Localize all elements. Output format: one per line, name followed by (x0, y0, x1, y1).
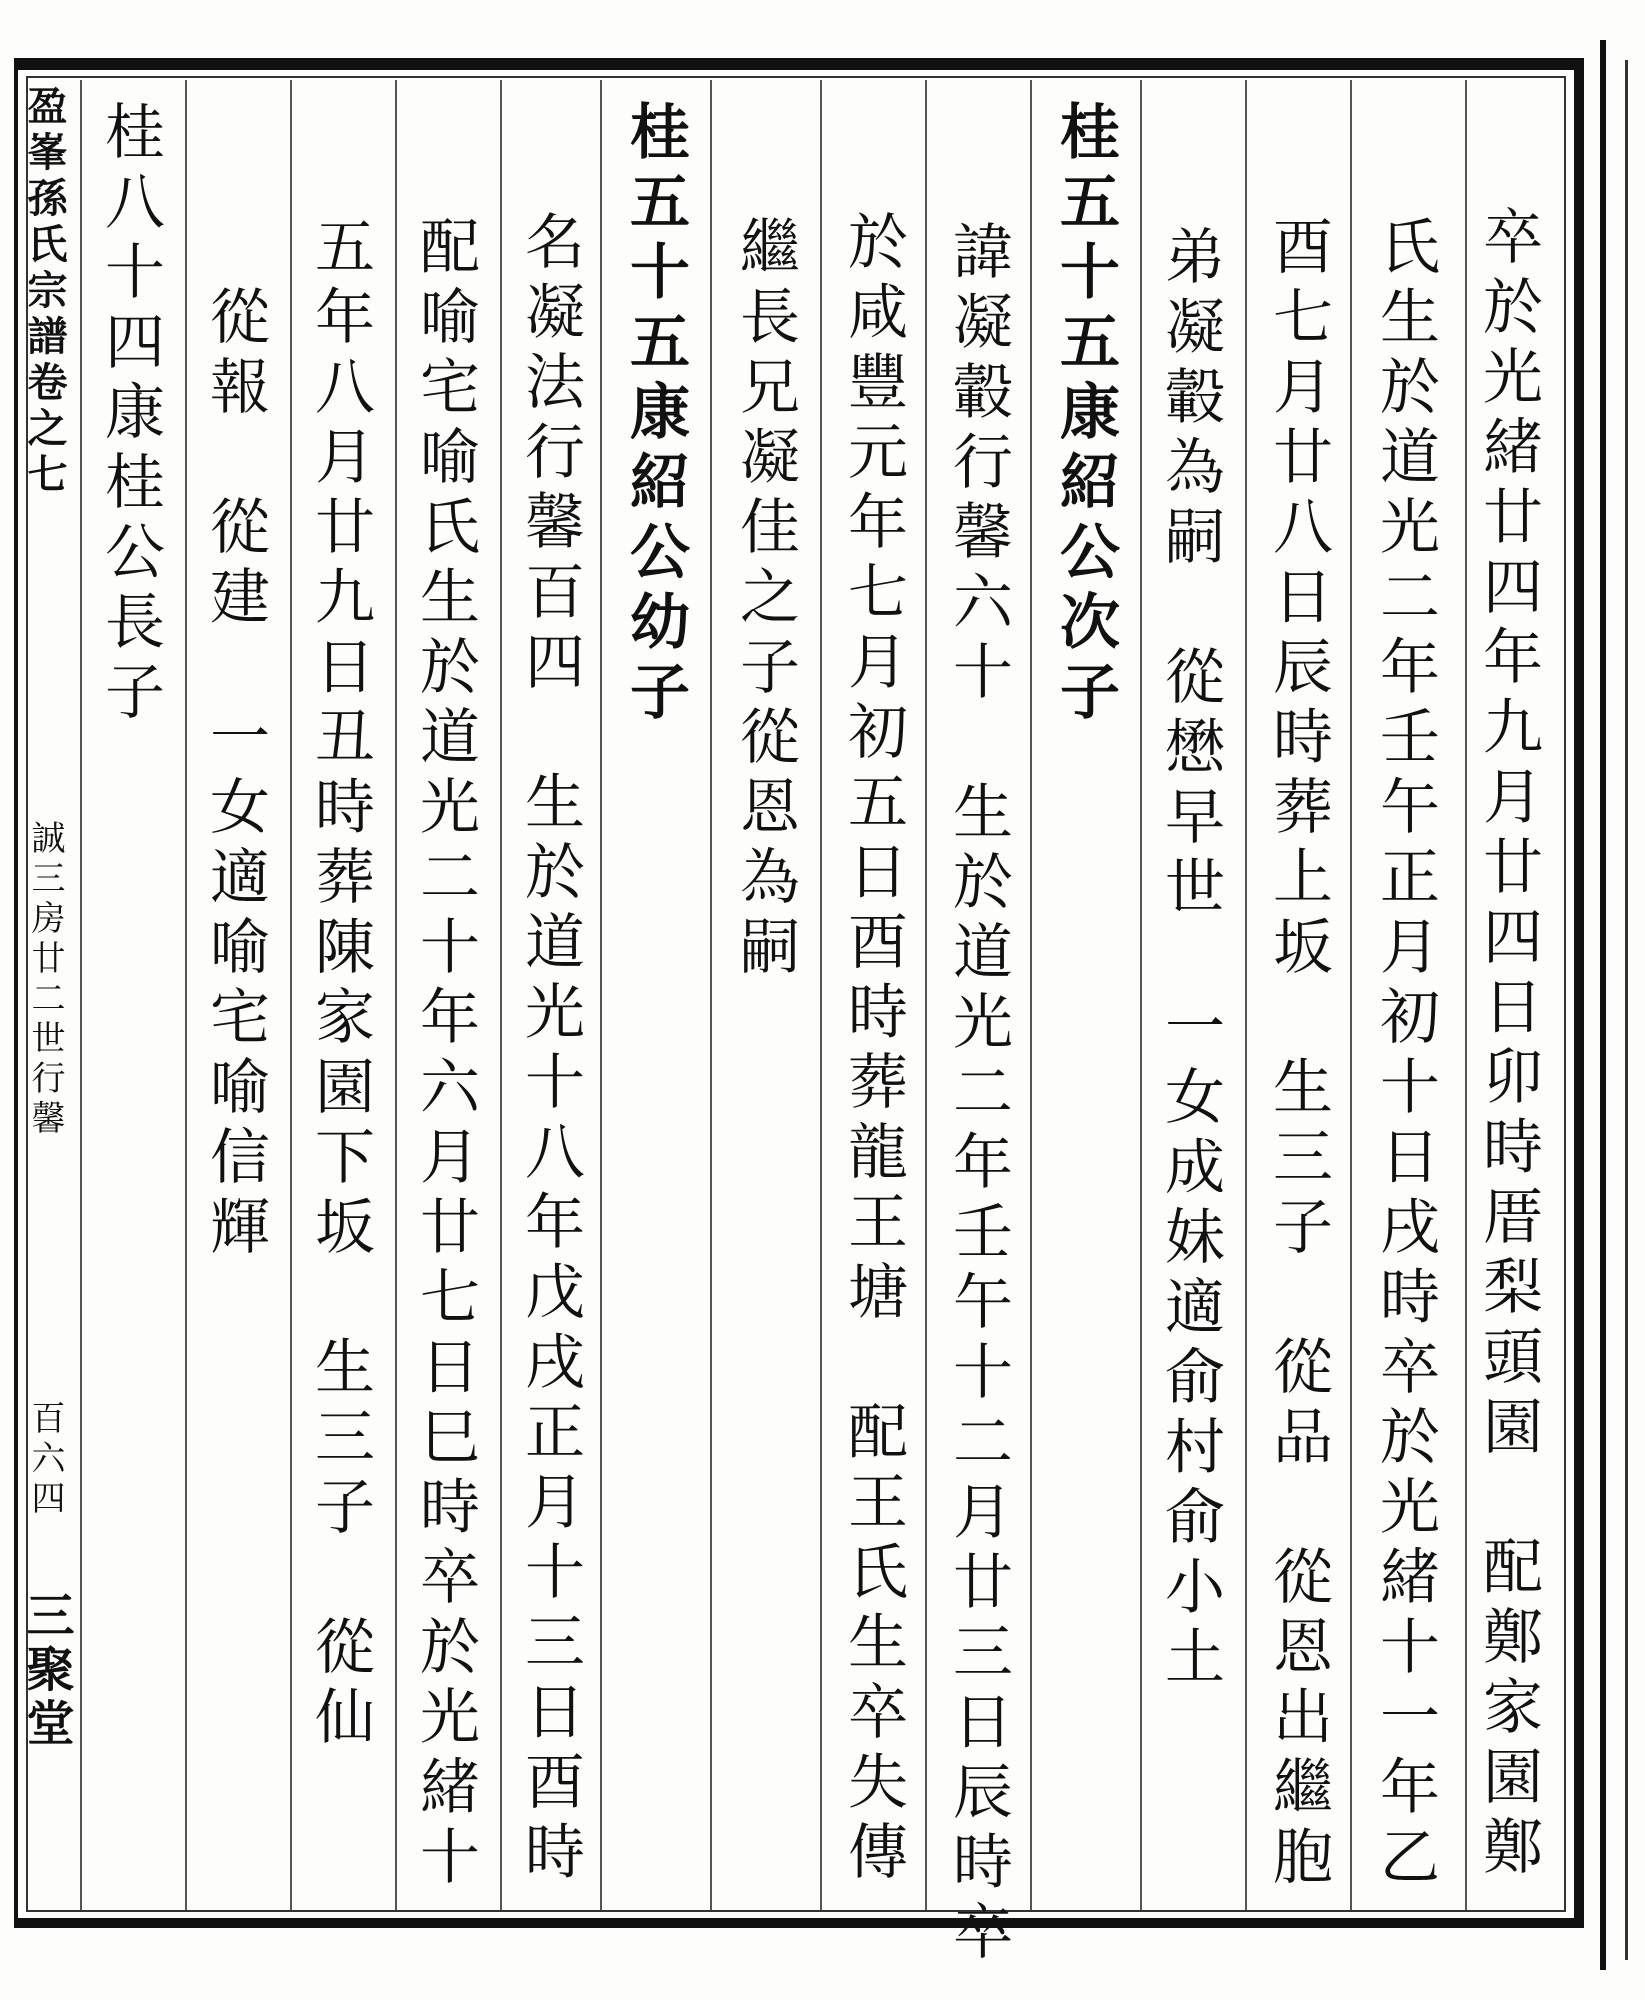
section-label: 誠三房廿二世行馨 (25, 820, 65, 1140)
column-rule (290, 80, 292, 1910)
text-column-7: 繼長兄凝佳之子從恩為嗣 (730, 215, 800, 985)
text-column-9: 配喻宅喻氏生於道光二十年六月廿七日巳時卒於光緒十 (410, 215, 480, 1895)
heading-column-1: 桂五十五康紹公次子 (1050, 100, 1120, 730)
column-rule (395, 80, 397, 1910)
text-column-1: 卒於光緒廿四年九月廿四日卯時厝梨頭園 配鄭家園鄭 (1473, 205, 1543, 1885)
column-rule (185, 80, 187, 1910)
column-rule (1465, 80, 1467, 1910)
column-rule (1140, 80, 1142, 1910)
text-column-3: 酉七月廿八日辰時葬上坂 生三子 從品 從恩出繼胞 (1263, 215, 1333, 1895)
column-rule (1245, 80, 1247, 1910)
book-spine-edge (1625, 60, 1628, 1960)
heading-column-2: 桂五十五康紹公幼子 (620, 100, 690, 730)
column-rule (1350, 80, 1352, 1910)
text-column-6: 於咸豐元年七月初五日酉時葬龍王塘 配王氏生卒失傳 (838, 210, 908, 1890)
book-title: 盈峯孫氏宗譜卷之七 (21, 85, 68, 499)
column-rule (710, 80, 712, 1910)
text-column-2: 氏生於道光二年壬午正月初十日戌時卒於光緒十一年乙 (1370, 215, 1440, 1895)
book-spine-line (1600, 40, 1606, 1970)
text-column-4: 弟凝轂為嗣 從懋早世 一女成妹適俞村俞小土 (1155, 225, 1225, 1695)
column-rule (600, 80, 602, 1910)
hall-name: 三聚堂 (18, 1590, 74, 1752)
column-rule (925, 80, 927, 1910)
text-column-12: 桂八十四康桂公長子 (95, 100, 165, 730)
page-number: 百六四 (25, 1400, 65, 1520)
text-column-8: 名凝法行馨百四 生於道光十八年戊戌正月十三日酉時 (515, 140, 585, 1890)
text-column-11: 從報 從建 一女適喻宅喻信輝 (200, 215, 270, 1265)
text-column-5: 諱凝轂行馨六十 生於道光二年壬午十二月廿三日辰時卒 (943, 150, 1013, 1970)
column-rule (1030, 80, 1032, 1910)
column-rule (820, 80, 822, 1910)
column-rule (80, 80, 82, 1910)
text-column-10: 五年八月廿九日丑時葬陳家園下坂 生三子 從仙 (305, 215, 375, 1755)
column-rule (500, 80, 502, 1910)
